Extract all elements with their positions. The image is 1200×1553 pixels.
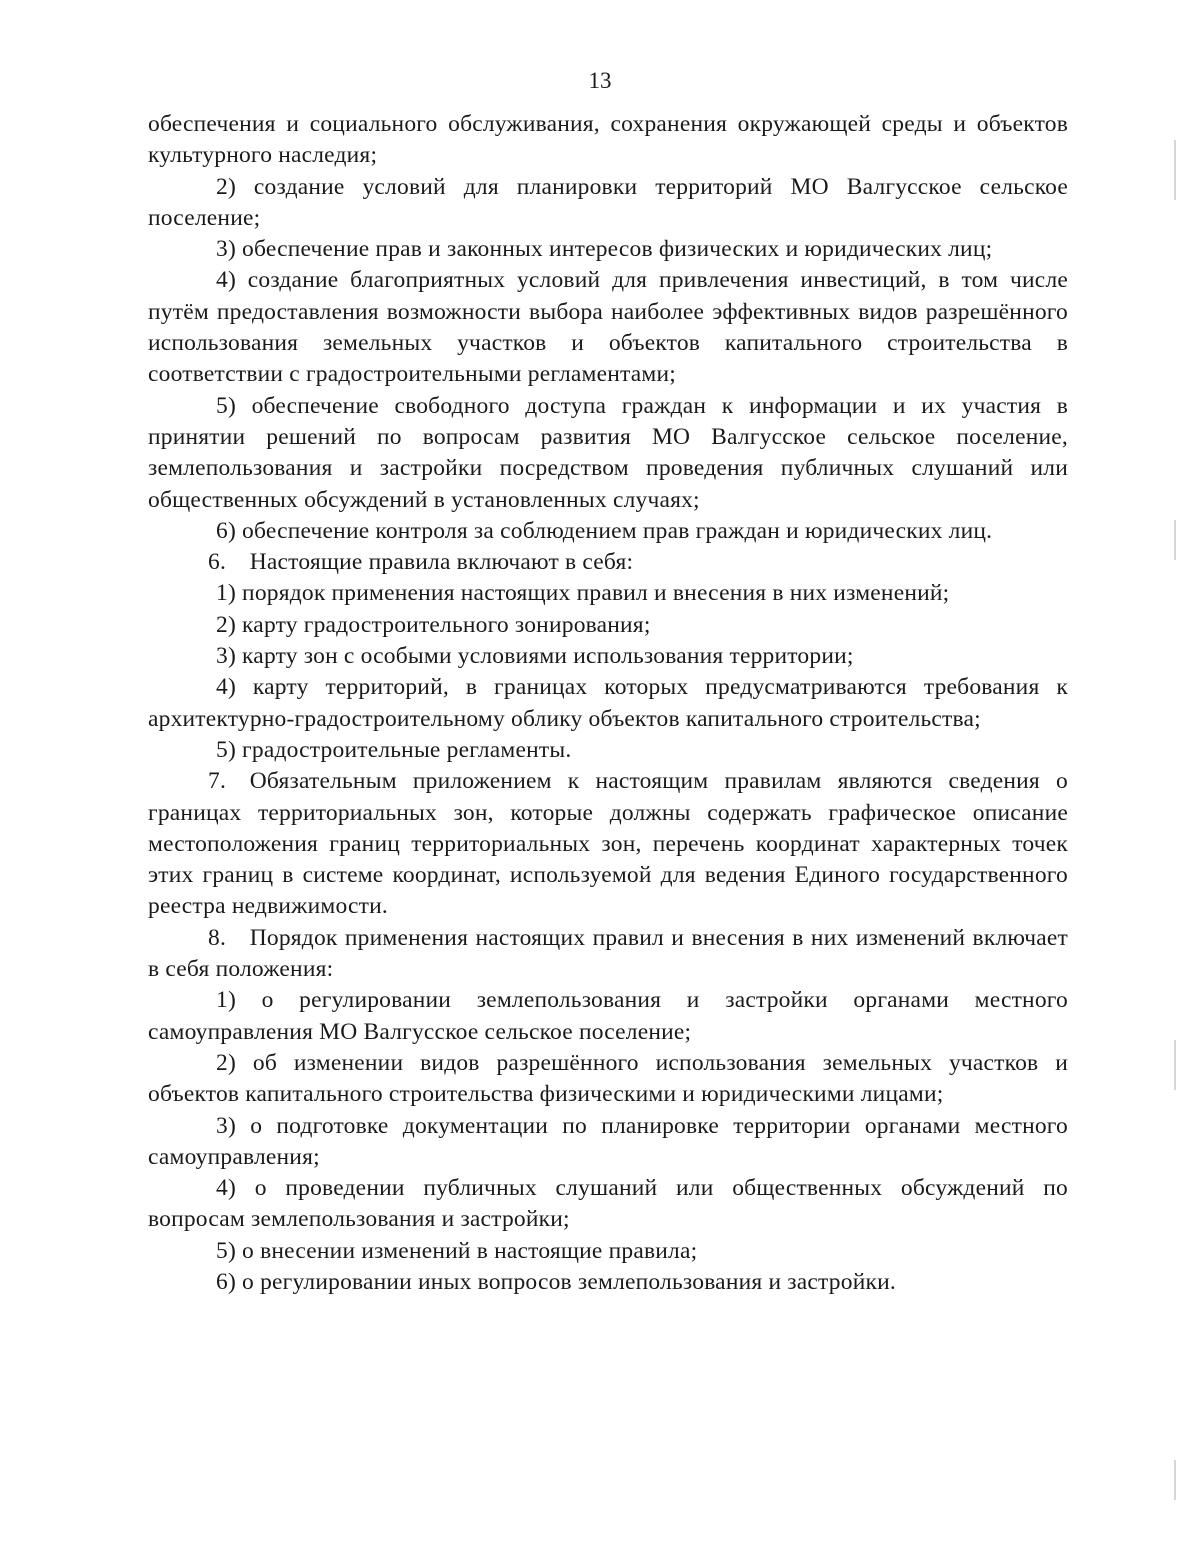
section-6-item-3: 3) карту зон с особыми условиями использования территории;: [216, 643, 854, 670]
document-body: [148, 109, 1068, 1298]
list-item-2: 2) создание условий для планировки территорий МО Валгусское сельское поселение;: [148, 173, 1068, 231]
section-8: 8. Порядок применения настоящих правил и внесения в них изменений включает в себя положения:: [148, 924, 1068, 983]
section-8-item-2: 2) об изменении видов разрешённого использования земельных участков и объектов капитального строительства физическими и юридическими лицами;: [148, 1049, 1068, 1108]
section-8-item-4: 4) о проведении публичных слушаний или общественных обсуждений по вопросам землепользования и застройки;: [148, 1175, 1068, 1233]
paragraph-continuation: обеспечения и социального обслуживания, сохранения окружающей среды и объектов культурного наследия;: [148, 111, 1068, 169]
list-item-4: 4) создание благоприятных условий для привлечения инвестиций, в том числе путём предоставления возможности выбора наиболее эффективных видов разрешённого использования земельных участков и объектов капитального строительства в соответствии с градостроительными регламентами;: [148, 267, 1068, 388]
section-8-item-1: 1) о регулировании землепользования и застройки органами местного самоуправления МО Валгусское сельское поселение;: [148, 987, 1068, 1045]
section-6-item-1: 1) порядок применения настоящих правил и внесения в них изменений;: [216, 580, 950, 607]
scan-edge-mark: [1174, 520, 1176, 560]
scan-edge-mark: [1174, 1460, 1176, 1500]
list-item-3: 3) обеспечение прав и законных интересов физических и юридических лиц;: [216, 236, 993, 263]
section-6-item-5: 5) градостроительные регламенты.: [216, 736, 572, 763]
scan-edge-mark: [1174, 140, 1176, 200]
section-7: 7. Обязательным приложением к настоящим правилам являются сведения о границах территориальных зон, которые должны содержать графическое описание местоположения границ территориальных зон, перечень координат характерных точек этих границ в системе координат, используемой для ведения Единого государственного реестра недвижимости.: [148, 768, 1068, 920]
page-number: 13: [588, 68, 612, 93]
list-item-6: 6) обеспечение контроля за соблюдением прав граждан и юридических лиц.: [216, 517, 993, 544]
section-6-item-2: 2) карту градостроительного зонирования;: [216, 611, 651, 638]
list-item-5: 5) обеспечение свободного доступа граждан к информации и их участия в принятии решений по вопросам развития МО Валгусское сельское поселение, землепользования и застройки посредством проведения публичных слушаний или общественных обсуждений в установленных случаях;: [148, 392, 1068, 513]
scan-edge-mark: [1174, 1040, 1176, 1090]
section-8-item-6: 6) о регулировании иных вопросов землепользования и застройки.: [216, 1268, 896, 1295]
section-6: 6. Настоящие правила включают в себя:: [208, 549, 634, 576]
section-8-item-5: 5) о внесении изменений в настоящие правила;: [216, 1237, 698, 1264]
section-8-item-3: 3) о подготовке документации по планировке территории органами местного самоуправления;: [148, 1112, 1068, 1170]
section-6-item-4: 4) карту территорий, в границах которых предусматриваются требования к архитектурно-градостроительному облику объектов капитального строительства;: [148, 674, 1068, 732]
